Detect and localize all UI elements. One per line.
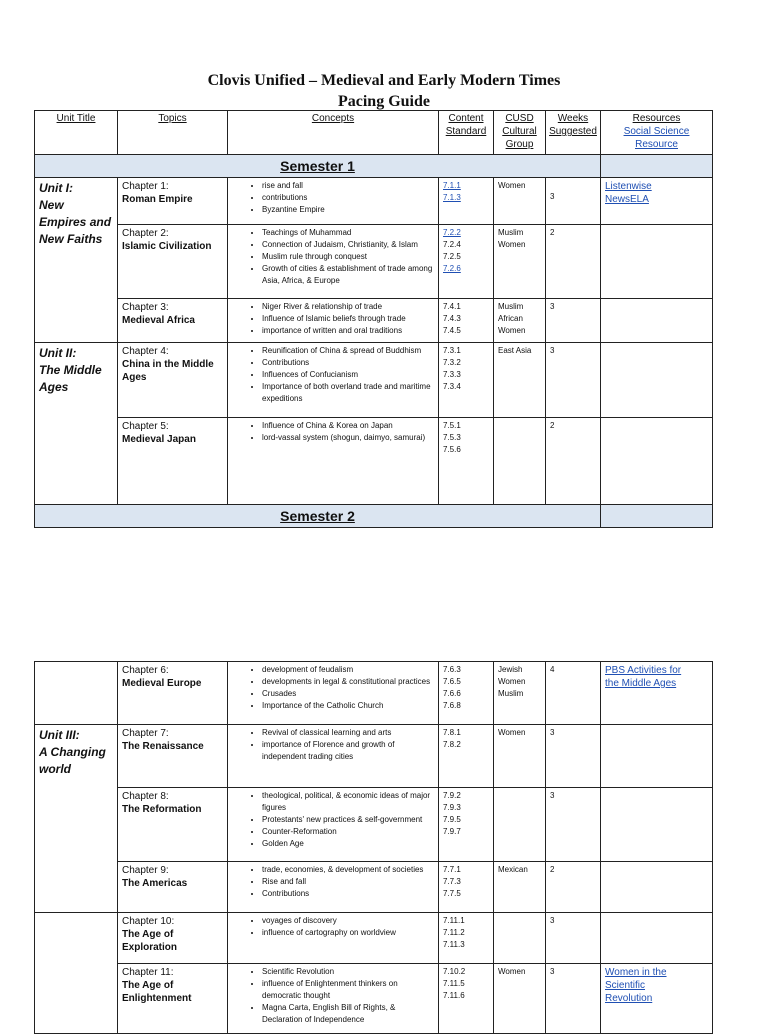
header-topics: Topics <box>118 111 228 155</box>
chapter-9-topic: Chapter 9: The Americas <box>118 862 228 913</box>
header-cusd-group: CUSD Cultural Group <box>494 111 546 155</box>
chapter-11-concepts: • Scientific Revolution • influence of Enlightenment thinkers on democratic thought • Magna Carta, English Bill of Rights, & Declaration of Independence <box>228 964 439 1034</box>
semester-1-label: Semester 1 <box>35 155 601 178</box>
chapter-row <box>35 662 713 725</box>
chapter-4-weeks: 3 <box>546 343 601 418</box>
chapter-6-group: Jewish Women Muslim <box>494 662 546 725</box>
chapter-row <box>35 225 713 299</box>
chapter-row <box>35 913 713 964</box>
chapter-11-topic: Chapter 11: The Age of Enlightenment <box>118 964 228 1034</box>
chapter-11-resources <box>601 964 713 1034</box>
chapter-row <box>35 343 713 418</box>
chapter-9-group: Mexican <box>494 862 546 913</box>
chapter-2-concepts: • Teachings of Muhammad • Connection of Judaism, Christianity, & Islam • Muslim rule through conquest • Growth of cities & establishment of trade among Asia, Africa, & Europe <box>228 225 439 299</box>
newsela-link[interactable]: NewsELA <box>605 194 649 205</box>
chapter-5-topic: Chapter 5: Medieval Japan <box>118 418 228 505</box>
chapter-9-standards: 7.7.1 7.7.3 7.7.5 <box>439 862 494 913</box>
chapter-10-weeks: 3 <box>546 913 601 964</box>
chapter-1-weeks: 3 <box>546 178 601 225</box>
chapter-1-topic: Chapter 1: Roman Empire <box>118 178 228 225</box>
chapter-1-concepts: • rise and fall • contributions • Byzantine Empire <box>228 178 439 225</box>
chapter-3-concepts: • Niger River & relationship of trade • Influence of Islamic beliefs through trade • importance of written and oral traditions <box>228 299 439 343</box>
header-resources: Resources Social Science Resource <box>601 111 713 155</box>
chapter-6-concepts: • development of feudalism • developments in legal & constitutional practices • Crusades • Importance of the Catholic Church <box>228 662 439 725</box>
chapter-5-group <box>494 418 546 505</box>
chapter-row <box>35 299 713 343</box>
listenwise-link[interactable]: Listenwise <box>605 181 652 192</box>
chapter-4-standards: 7.3.1 7.3.2 7.3.3 7.3.4 <box>439 343 494 418</box>
chapter-9-concepts: • trade, economies, & development of societies • Rise and fall • Contributions <box>228 862 439 913</box>
semester-row <box>35 505 713 528</box>
chapter-6-topic: Chapter 6: Medieval Europe <box>118 662 228 725</box>
header-unit-title: Unit Title <box>35 111 118 155</box>
chapter-6-standards: 7.6.3 7.6.5 7.6.6 7.6.8 <box>439 662 494 725</box>
chapter-2-standards: 7.2.2 7.2.4 7.2.5 7.2.6 <box>439 225 494 299</box>
chapter-10-concepts: • voyages of discovery • influence of cartography on worldview <box>228 913 439 964</box>
pacing-table-page2 <box>34 661 713 1034</box>
chapter-2-group: Muslim Women <box>494 225 546 299</box>
chapter-8-standards: 7.9.2 7.9.3 7.9.5 7.9.7 <box>439 788 494 862</box>
document-title: Clovis Unified – Medieval and Early Modern Times <box>207 72 561 89</box>
chapter-5-weeks: 2 <box>546 418 601 505</box>
chapter-4-concepts: • Reunification of China & spread of Buddhism • Contributions • Influences of Confucianism • Importance of both overland trade and maritime expeditions <box>228 343 439 418</box>
header-content-standard: Content Standard <box>439 111 494 155</box>
chapter-3-standards: 7.4.1 7.4.3 7.4.5 <box>439 299 494 343</box>
chapter-10-topic: Chapter 10: The Age of Exploration <box>118 913 228 964</box>
chapter-8-topic: Chapter 8: The Reformation <box>118 788 228 862</box>
chapter-1-resources <box>601 178 713 225</box>
chapter-row <box>35 862 713 913</box>
chapter-row <box>35 178 713 225</box>
chapter-3-weeks: 3 <box>546 299 601 343</box>
chapter-11-weeks: 3 <box>546 964 601 1034</box>
chapter-1-group: Women <box>494 178 546 225</box>
chapter-5-standards: 7.5.1 7.5.3 7.5.6 <box>439 418 494 505</box>
chapter-row <box>35 725 713 788</box>
chapter-6-weeks: 4 <box>546 662 601 725</box>
chapter-row <box>35 788 713 862</box>
semester-row <box>35 155 713 178</box>
unit-3-title: Unit III: A Changing world <box>35 725 118 913</box>
chapter-7-topic: Chapter 7: The Renaissance <box>118 725 228 788</box>
chapter-8-weeks: 3 <box>546 788 601 862</box>
pbs-activities-link[interactable]: PBS Activities for the Middle Ages <box>605 665 682 689</box>
chapter-6-resources <box>601 662 713 725</box>
chapter-7-group: Women <box>494 725 546 788</box>
chapter-4-group: East Asia <box>494 343 546 418</box>
chapter-11-standards: 7.10.2 7.11.5 7.11.6 <box>439 964 494 1034</box>
women-scientific-revolution-link[interactable]: Women in the Scientific Revolution <box>605 967 667 1004</box>
semester-2-label: Semester 2 <box>35 505 601 528</box>
unit-1-title: Unit I: New Empires and New Faiths <box>35 178 118 343</box>
chapter-row <box>35 418 713 505</box>
unit-2-title: Unit II: The Middle Ages <box>35 343 118 505</box>
chapter-10-standards: 7.11.1 7.11.2 7.11.3 <box>439 913 494 964</box>
chapter-7-standards: 7.8.1 7.8.2 <box>439 725 494 788</box>
header-concepts: Concepts <box>228 111 439 155</box>
chapter-3-topic: Chapter 3: Medieval Africa <box>118 299 228 343</box>
chapter-2-topic: Chapter 2: Islamic Civilization <box>118 225 228 299</box>
chapter-3-group: Muslim African Women <box>494 299 546 343</box>
chapter-5-concepts: • Influence of China & Korea on Japan • lord-vassal system (shogun, daimyo, samurai) <box>228 418 439 505</box>
chapter-7-weeks: 3 <box>546 725 601 788</box>
chapter-row <box>35 964 713 1034</box>
social-science-resource-link[interactable]: Social Science Resource <box>623 126 690 150</box>
chapter-11-group: Women <box>494 964 546 1034</box>
header-weeks: Weeks Suggested <box>546 111 601 155</box>
chapter-4-topic: Chapter 4: China in the Middle Ages <box>118 343 228 418</box>
chapter-10-group <box>494 913 546 964</box>
chapter-7-concepts: • Revival of classical learning and arts • importance of Florence and growth of independent trading cities <box>228 725 439 788</box>
chapter-8-group <box>494 788 546 862</box>
header-row <box>35 111 713 155</box>
chapter-1-standards: 7.1.1 7.1.3 <box>439 178 494 225</box>
chapter-9-weeks: 2 <box>546 862 601 913</box>
pacing-table-page1 <box>34 110 713 528</box>
document-subtitle: Pacing Guide <box>337 93 430 110</box>
chapter-2-weeks: 2 <box>546 225 601 299</box>
chapter-8-concepts: • theological, political, & economic ideas of major figures • Protestants' new practices & self-government • Counter-Reformation • Golden Age <box>228 788 439 862</box>
